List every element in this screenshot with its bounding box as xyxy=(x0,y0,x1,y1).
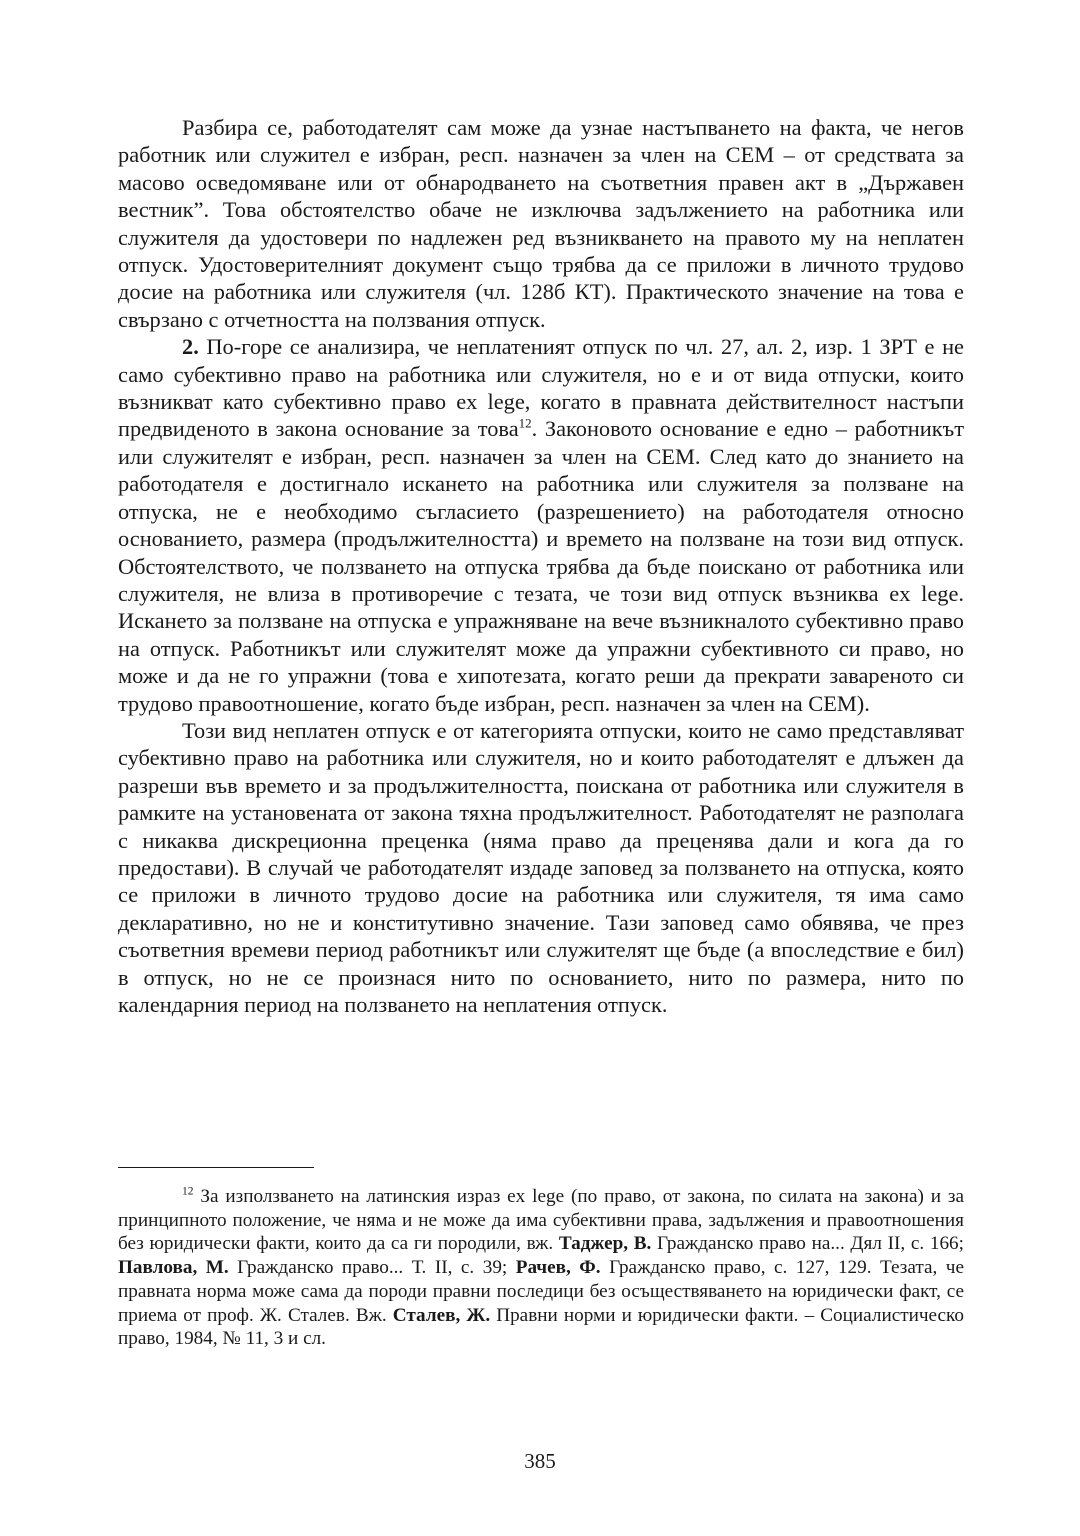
footnote-divider xyxy=(118,1167,314,1168)
body-text xyxy=(118,114,964,1018)
paragraph-2-text-a: По-горе се анализира, че неплатеният отпуск по чл. 27, ал. 2, изр. 1 ЗРТ е не само субективно право на работника или служителя, но е и от вида отпуски, които възникват като субективно право ex lege, когато в правната действителност настъпи предвиденото в закона основание за това xyxy=(118,334,964,442)
footnote-author-1: Таджер, В. xyxy=(558,1233,652,1255)
paragraph-2 xyxy=(118,333,964,717)
section-number: 2. xyxy=(182,334,199,360)
paragraph-3 xyxy=(118,717,964,1018)
footnote-text-2: Гражданско право на... Дял II, с. 166; xyxy=(651,1233,964,1255)
footnote-text-1: За използването на латинския израз ex lege (по право, от закона, по силата на закона) и за принципното положение, че няма и не може да има субективни права, задължения и правоотношения без юридически факти, които да са ги породили, вж. xyxy=(118,1186,964,1255)
footnote-reference[interactable]: 12 xyxy=(518,416,532,431)
footnote-12 xyxy=(118,1185,964,1351)
paragraph-1 xyxy=(118,114,964,333)
paragraph-3-text: Този вид неплатен отпуск е от категорията отпуски, които не само представляват субективно право на работника или служителя, но и които работодателят е длъжен да разреши във времето и за продължителността, поискана от работника или служителя в рамките на установената от закона тяхна продължителност. Работодателят не разполага с никаква дискреционна преценка (няма право да преценява дали и кога да го предостави). В случай че работодателят издаде заповед за ползването на отпуска, която се приложи в личното трудово досие на работника или служителя, тя има само декларативно, но не и конститутивно значение. Тази заповед само обявява, че през съответния времеви период работникът или служителят ще бъде (а впоследствие е бил) в отпуск, но не се произнася нито по основанието, нито по размера, нито по календарния период на ползването на неплатения отпуск. xyxy=(118,717,964,1017)
footnote-author-4: Сталев, Ж. xyxy=(392,1304,491,1326)
footnote-author-3: Рачев, Ф. xyxy=(515,1257,601,1279)
footnote-author-2: Павлова, М. xyxy=(118,1257,229,1279)
footnote-number: 12 xyxy=(182,1185,194,1198)
paragraph-1-text: Разбира се, работодателят сам може да узнае настъпването на факта, че негов работник или служител е избран, респ. назначен за член на СЕМ – от средствата за масово осведомяване или от обнародването на съответния правен акт в „Държавен вестник”. Това обстоятелство обаче не изключва задължението на работника или служителя да удостовери по надлежен ред възникването на правото му на неплатен отпуск. Удостоверителният документ също трябва да се приложи в личното трудово досие на работника или служителя (чл. 128б КТ). Практическото значение на това е свързано с отчетността на ползвания отпуск. xyxy=(118,115,964,332)
footnote-text-5: Правни норми и юридически факти. – Социалистическо право, 1984, № 11, 3 и сл. xyxy=(118,1304,964,1350)
paragraph-2-text-b: . Законовото основание е едно – работникът или служителят е избран, респ. назначен за член на СЕМ. След като до знанието на работодателя е достигнало искането на работника или служителя за ползване на отпуска, не е необходимо съгласието (разрешението) на работодателя относно основанието, размера (продължителността) и времето на ползване на този вид отпуск. Обстоятелството, че ползването на отпуска трябва да бъде поискано от работника или служителя, не влиза в противоречие с тезата, че този вид отпуск възниква ex lege. Искането за ползване на отпуска е упражняване на вече възникналото субективно право на отпуск. Работникът или служителят може да упражни субективното си право, но може и да не го упражни (това е хипотезата, когато реши да прекрати завареното си трудово правоотношение, когато бъде избран, респ. назначен за член на СЕМ). xyxy=(118,416,964,716)
footnote-text-3: Гражданско право... Т. II, с. 39; xyxy=(228,1257,516,1279)
footnote-text-4: Гражданско право, с. 127, 129. Тезата, че правната норма може сама да породи правни последици без осъществяването на юридически факт, се приема от проф. Ж. Сталев. Вж. xyxy=(118,1257,964,1326)
page-number: 385 xyxy=(524,1449,556,1473)
